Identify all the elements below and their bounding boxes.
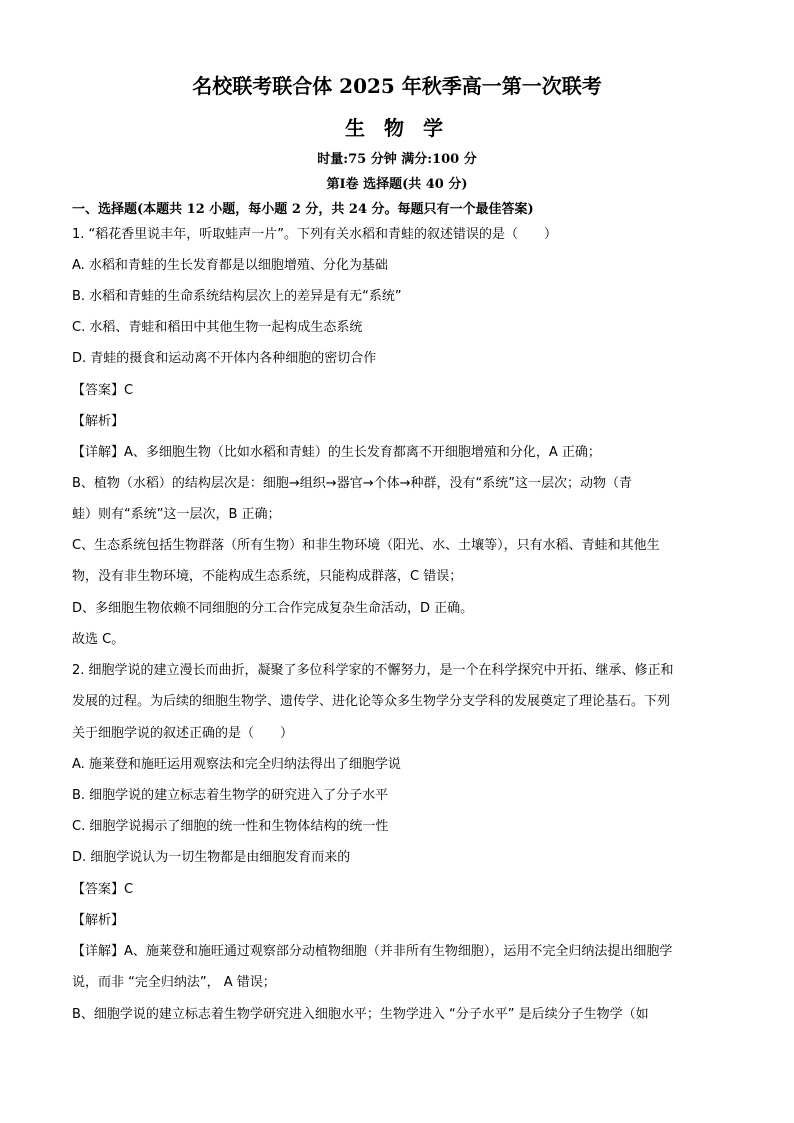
section-heading: 一、选择题(本题共 12 小题，每小题 2 分，共 24 分。每题只有一个最佳答案) <box>72 202 534 217</box>
q2-detail-3: B、细胞学说的建立标志着生物学研究进入细胞水平；生物学进入 “分子水平” 是后续分子生物学（如 <box>72 1007 649 1022</box>
q1-conclusion: 故选 C。 <box>72 632 125 647</box>
q2-answer <box>72 881 133 899</box>
q2-option-d: D. 细胞学说认为一切生物都是由细胞发育而来的 <box>72 850 351 865</box>
q1-stem: 1. “稻花香里说丰年，听取蛙声一片”。下列有关水稻和青蛙的叙述错误的是（ ） <box>72 227 558 242</box>
q1-detail-6: D、多细胞生物依赖不同细胞的分工合作完成复杂生命活动，D 正确。 <box>72 601 474 616</box>
exam-title: 名校联考联合体 2025 年秋季高一第一次联考 <box>192 74 602 98</box>
answer-tag: 【答案】 <box>72 882 125 897</box>
answer-value: C <box>124 882 134 897</box>
q1-detail-4: C、生态系统包括生物群落（所有生物）和非生物环境（阳光、水、土壤等），只有水稻、青蛙和其他生 <box>72 538 660 553</box>
q2-option-a: A. 施莱登和施旺运用观察法和完全归纳法得出了细胞学说 <box>72 757 401 772</box>
q1-detail-3: 蛙）则有“系统”这一层次，B 正确； <box>72 507 281 522</box>
part-heading: 第Ⅰ卷 选择题(共 40 分) <box>326 177 468 192</box>
subject-title: 生 物 学 <box>345 116 449 140</box>
answer-tag: 【答案】 <box>72 383 125 398</box>
q2-analysis-tag: 【解析】 <box>72 913 125 928</box>
q1-option-a: A. 水稻和青蛙的生长发育都是以细胞增殖、分化为基础 <box>72 258 388 273</box>
q2-detail-2: 说，而非 “完全归纳法”， A 错误； <box>72 975 276 990</box>
q1-option-d: D. 青蛙的摄食和运动离不开体内各种细胞的密切合作 <box>72 351 377 366</box>
q1-detail-1: 【详解】A、多细胞生物（比如水稻和青蛙）的生长发育都离不开细胞增殖和分化，A 正确； <box>72 445 601 460</box>
q2-stem-1: 2. 细胞学说的建立漫长而曲折，凝聚了多位科学家的不懈努力，是一个在科学探究中开拓、继承、修正和 <box>72 663 674 678</box>
q2-option-b: B. 细胞学说的建立标志着生物学的研究进入了分子水平 <box>72 788 389 803</box>
q2-detail-1: 【详解】A、施莱登和施旺通过观察部分动植物细胞（并非所有生物细胞），运用不完全归纳法提出细胞学 <box>72 944 673 959</box>
q1-answer <box>72 382 133 400</box>
q1-detail-2: B、植物（水稻）的结构层次是：细胞→组织→器官→个体→种群，没有“系统”这一层次；动物（青 <box>72 476 632 491</box>
exam-meta: 时量:75 分钟 满分:100 分 <box>317 152 477 167</box>
q2-stem-3: 关于细胞学说的叙述正确的是（ ） <box>72 726 294 741</box>
q1-detail-5: 物，没有非生物环境，不能构成生态系统，只能构成群落，C 错误； <box>72 569 463 584</box>
q2-option-c: C. 细胞学说揭示了细胞的统一性和生物体结构的统一性 <box>72 819 389 834</box>
q2-stem-2: 发展的过程。为后续的细胞生物学、遗传学、进化论等众多生物学分支学科的发展奠定了理论基石。下列 <box>72 694 671 709</box>
answer-value: C <box>124 383 134 398</box>
q1-option-b: B. 水稻和青蛙的生命系统结构层次上的差异是有无“系统” <box>72 289 402 304</box>
q1-analysis-tag: 【解析】 <box>72 414 125 429</box>
q1-option-c: C. 水稻、青蛙和稻田中其他生物一起构成生态系统 <box>72 320 363 335</box>
